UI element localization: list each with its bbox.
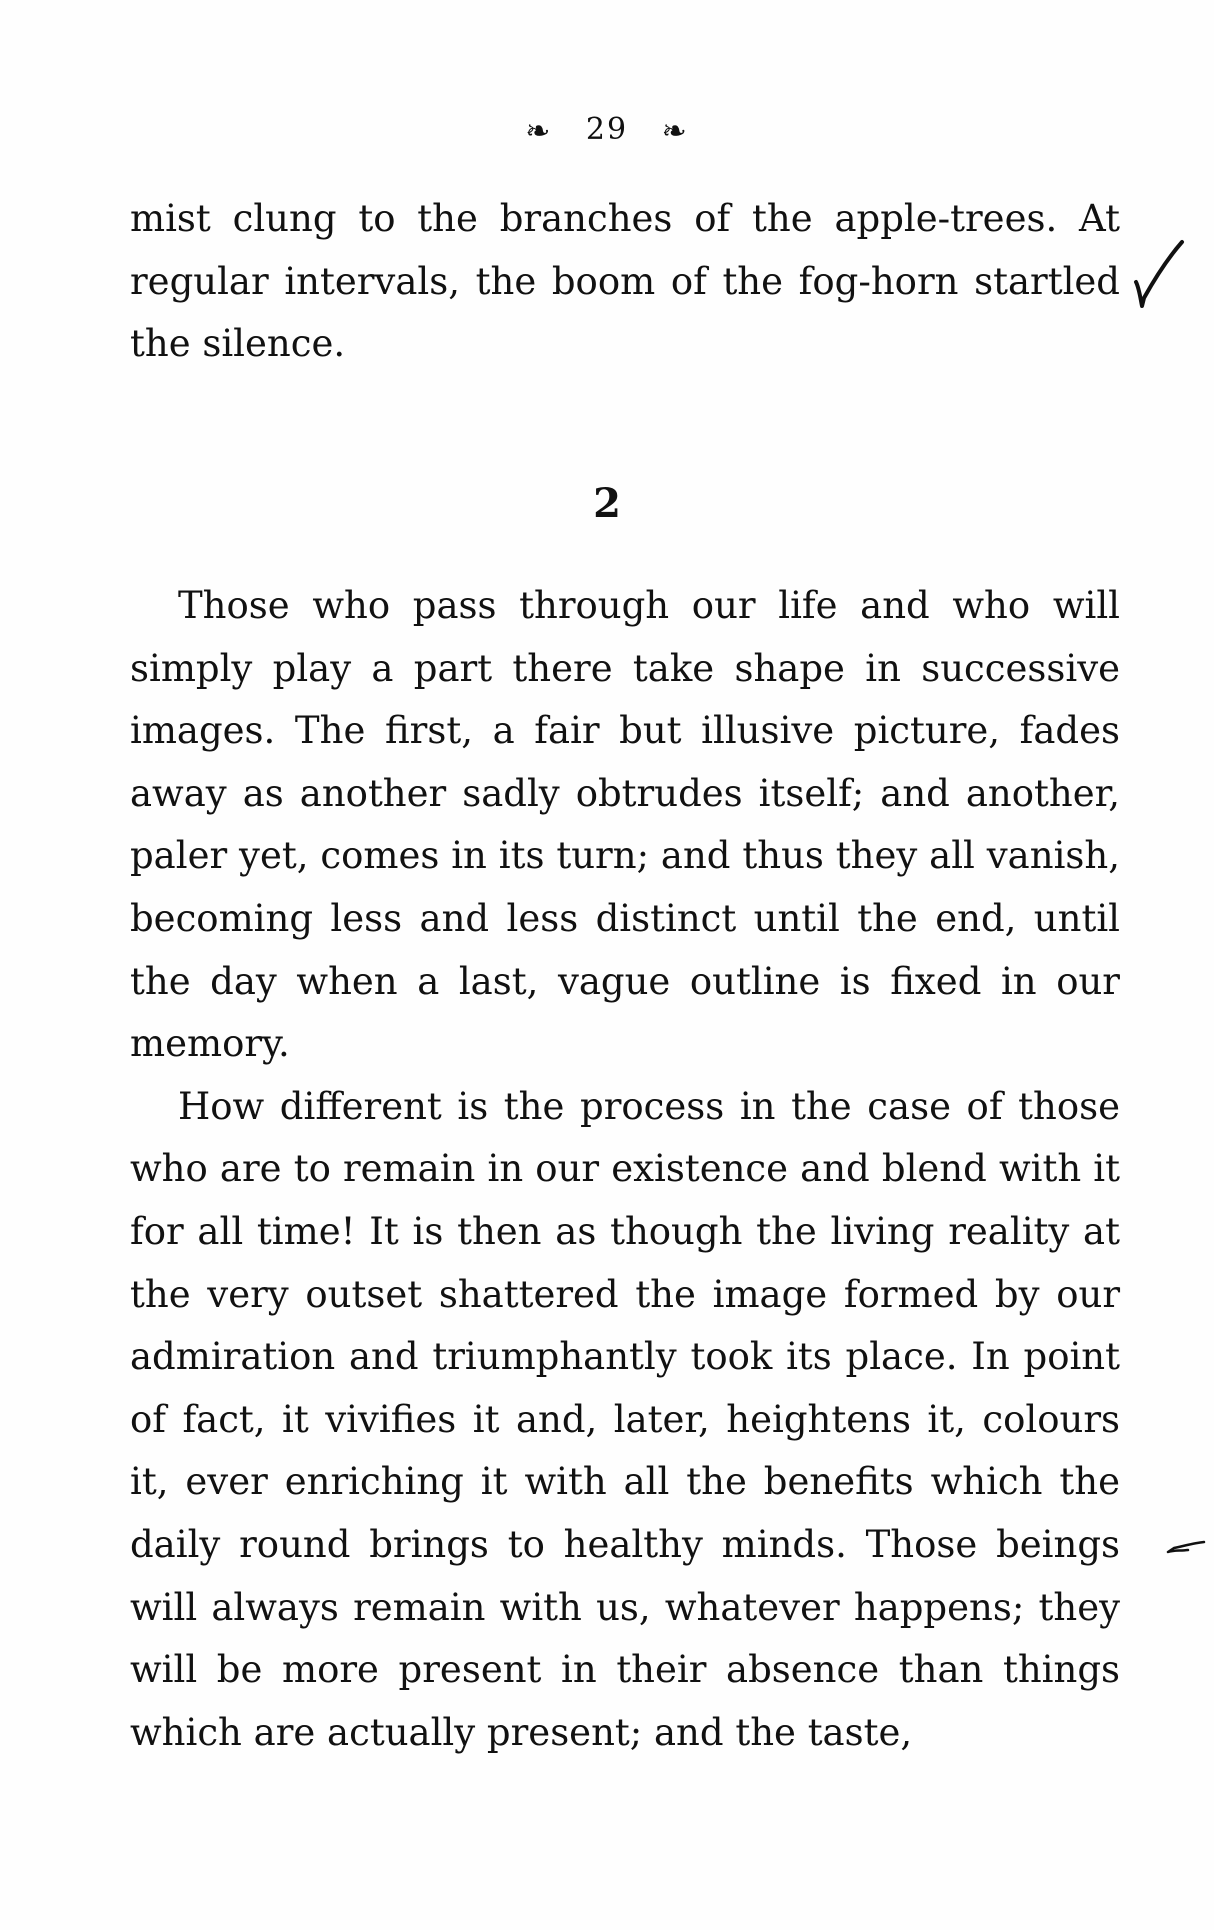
paragraph-1: Those who pass through our life and who will simply play a part there take shape in successive images. The first, a fair but illusive picture, fades away as another sadly obtrudes itself; and another, paler yet, comes in its turn; and thus they all vanish, becoming less and less distinct until the end, until the day when a last, vague outline is fixed in our memory.: [130, 584, 1120, 1066]
page-header: [0, 112, 1214, 149]
continuation-block: [130, 188, 1120, 376]
check-mark-icon: [1130, 236, 1190, 316]
margin-arrow-icon: [1160, 1534, 1210, 1558]
ornament-right-icon: ❧: [661, 113, 689, 149]
section-body: [130, 575, 1120, 1764]
page-number: 29: [585, 112, 629, 147]
ornament-left-icon: ❧: [525, 113, 553, 149]
continuation-paragraph: mist clung to the branches of the apple-trees. At regular intervals, the boom of the fog-horn startled the silence.: [130, 197, 1120, 366]
paragraph-2: How different is the process in the case of those who are to remain in our existence and blend with it for all time! It is then as though the living reality at the very outset shattered the image formed by our admiration and triumphantly took its place. In point of fact, it vivifies it and, later, heightens it, colours it, ever enriching it with all the benefits which the daily round brings to healthy minds. Those beings will always remain with us, whatever happens; they will be more present in their absence than things which are actually present; and the taste,: [130, 1084, 1120, 1754]
section-number: 2: [593, 480, 621, 527]
